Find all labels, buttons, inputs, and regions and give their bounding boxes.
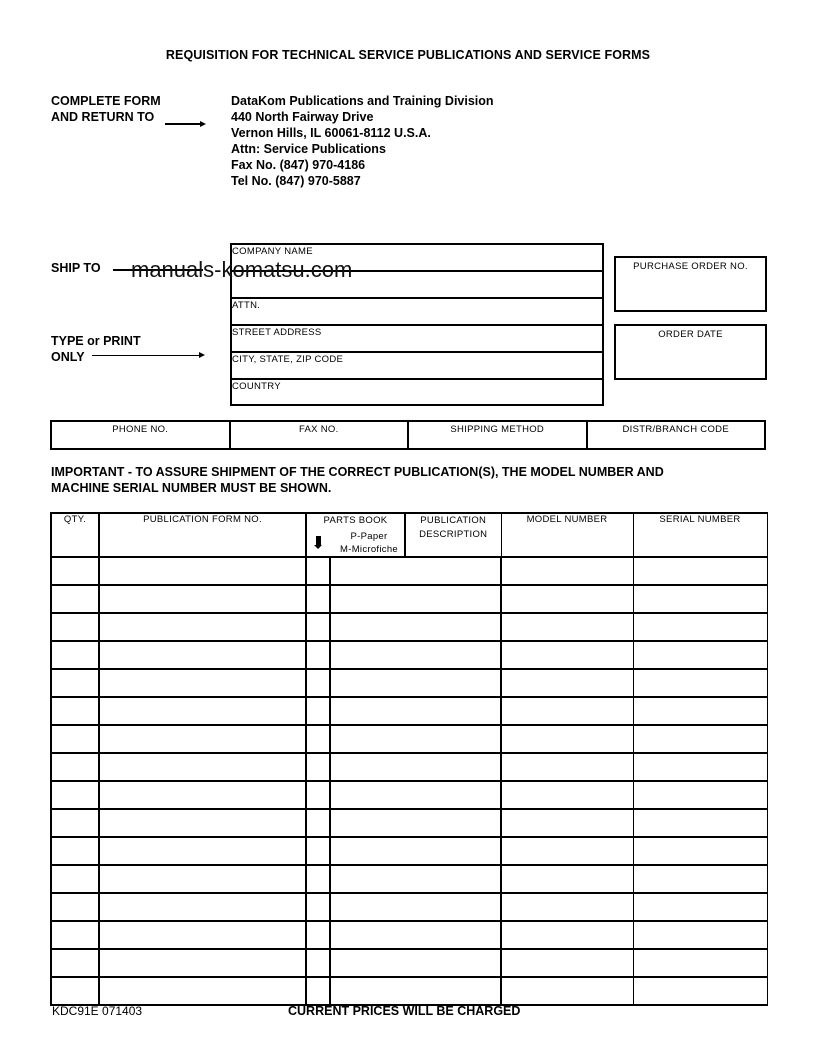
serial-number-cell[interactable]	[633, 557, 767, 585]
fax-field[interactable]: FAX NO.	[231, 422, 410, 448]
model-number-cell[interactable]	[501, 977, 633, 1005]
phone-field[interactable]: PHONE NO.	[52, 422, 231, 448]
serial-number-cell[interactable]	[633, 725, 767, 753]
description-cell[interactable]	[330, 753, 501, 781]
table-row	[51, 697, 767, 725]
serial-number-cell[interactable]	[633, 837, 767, 865]
form-no-cell[interactable]	[99, 865, 306, 893]
description-cell[interactable]	[330, 921, 501, 949]
qty-cell[interactable]	[51, 585, 99, 613]
parts-book-type-cell[interactable]	[306, 697, 330, 725]
serial-number-cell[interactable]	[633, 809, 767, 837]
form-no-header: PUBLICATION FORM NO.	[99, 513, 306, 557]
qty-cell[interactable]	[51, 865, 99, 893]
description-header: PUBLICATION DESCRIPTION	[405, 513, 501, 557]
return-arrow-head-icon	[200, 121, 206, 127]
city-state-zip-field[interactable]	[232, 353, 602, 380]
order-date-label: ORDER DATE	[658, 329, 723, 340]
model-number-header: MODEL NUMBER	[501, 513, 633, 557]
form-no-cell[interactable]	[99, 781, 306, 809]
city-state-zip-label: CITY, STATE, ZIP CODE	[232, 354, 344, 365]
attn-field[interactable]	[232, 299, 602, 326]
serial-number-cell[interactable]	[633, 921, 767, 949]
serial-number-cell[interactable]	[633, 781, 767, 809]
form-no-cell[interactable]	[99, 613, 306, 641]
parts-book-type-cell[interactable]	[306, 557, 330, 585]
model-number-cell[interactable]	[501, 697, 633, 725]
qty-cell[interactable]	[51, 781, 99, 809]
table-row	[51, 949, 767, 977]
contact-info-row	[50, 420, 766, 450]
description-cell[interactable]	[330, 725, 501, 753]
address-line: Attn: Service Publications	[231, 142, 386, 156]
parts-book-type-cell[interactable]	[306, 949, 330, 977]
table-row	[51, 613, 767, 641]
parts-book-type-cell[interactable]	[306, 781, 330, 809]
model-number-cell[interactable]	[501, 809, 633, 837]
form-no-cell[interactable]	[99, 669, 306, 697]
table-row	[51, 809, 767, 837]
publications-table	[50, 512, 768, 1006]
form-no-cell[interactable]	[99, 753, 306, 781]
address-line: DataKom Publications and Training Division	[231, 94, 494, 108]
important-line2: MACHINE SERIAL NUMBER MUST BE SHOWN.	[51, 481, 332, 495]
form-no-cell[interactable]	[99, 837, 306, 865]
parts-book-type-cell[interactable]	[306, 865, 330, 893]
model-number-cell[interactable]	[501, 725, 633, 753]
purchase-order-label: PURCHASE ORDER NO.	[633, 261, 748, 272]
serial-number-cell[interactable]	[633, 585, 767, 613]
model-number-cell[interactable]	[501, 557, 633, 585]
parts-book-type-cell[interactable]	[306, 977, 330, 1005]
ship-to-label: SHIP TO	[51, 261, 101, 275]
qty-header: QTY.	[51, 513, 99, 557]
parts-book-type-cell[interactable]	[306, 893, 330, 921]
qty-cell[interactable]	[51, 725, 99, 753]
qty-cell[interactable]	[51, 921, 99, 949]
description-cell[interactable]	[330, 977, 501, 1005]
down-arrow-icon	[316, 536, 321, 545]
form-no-cell[interactable]	[99, 641, 306, 669]
model-number-cell[interactable]	[501, 669, 633, 697]
serial-number-cell[interactable]	[633, 977, 767, 1005]
description-cell[interactable]	[330, 641, 501, 669]
purchase-order-field[interactable]	[614, 256, 767, 312]
form-no-cell[interactable]	[99, 921, 306, 949]
serial-number-cell[interactable]	[633, 949, 767, 977]
parts-book-type-cell[interactable]	[306, 669, 330, 697]
table-row	[51, 669, 767, 697]
description-cell[interactable]	[330, 669, 501, 697]
serial-number-cell[interactable]	[633, 697, 767, 725]
return-label-line1: COMPLETE FORM	[51, 94, 161, 108]
qty-cell[interactable]	[51, 669, 99, 697]
form-no-cell[interactable]	[99, 949, 306, 977]
serial-number-cell[interactable]	[633, 613, 767, 641]
table-body	[51, 557, 767, 1005]
parts-book-header	[306, 513, 405, 557]
type-print-line1: TYPE or PRINT	[51, 334, 141, 348]
form-no-cell[interactable]	[99, 725, 306, 753]
model-number-cell[interactable]	[501, 893, 633, 921]
serial-number-cell[interactable]	[633, 669, 767, 697]
parts-book-type-cell[interactable]	[306, 613, 330, 641]
model-number-cell[interactable]	[501, 753, 633, 781]
model-number-cell[interactable]	[501, 921, 633, 949]
qty-cell[interactable]	[51, 697, 99, 725]
parts-book-type-cell[interactable]	[306, 921, 330, 949]
qty-cell[interactable]	[51, 753, 99, 781]
description-cell[interactable]	[330, 697, 501, 725]
model-number-cell[interactable]	[501, 781, 633, 809]
description-cell[interactable]	[330, 949, 501, 977]
table-row	[51, 893, 767, 921]
return-label-line2: AND RETURN TO	[51, 110, 155, 124]
description-cell[interactable]	[330, 613, 501, 641]
address-line: Tel No. (847) 970-5887	[231, 174, 361, 188]
description-cell[interactable]	[330, 837, 501, 865]
type-print-arrow-icon	[92, 355, 200, 356]
qty-cell[interactable]	[51, 557, 99, 585]
model-number-cell[interactable]	[501, 865, 633, 893]
return-address	[231, 93, 494, 189]
table-row	[51, 837, 767, 865]
important-notice	[51, 464, 664, 496]
address-line: Vernon Hills, IL 60061-8112 U.S.A.	[231, 126, 431, 140]
description-cell[interactable]	[330, 865, 501, 893]
form-no-cell[interactable]	[99, 809, 306, 837]
serial-number-cell[interactable]	[633, 641, 767, 669]
street-address-field[interactable]	[232, 326, 602, 353]
parts-book-title: PARTS BOOK	[323, 515, 388, 526]
parts-book-microfiche: M-Microfiche	[340, 544, 398, 555]
description-cell[interactable]	[330, 893, 501, 921]
table-row	[51, 753, 767, 781]
qty-cell[interactable]	[51, 949, 99, 977]
serial-number-cell[interactable]	[633, 865, 767, 893]
table-row	[51, 585, 767, 613]
table-row	[51, 641, 767, 669]
description-cell[interactable]	[330, 809, 501, 837]
parts-book-paper: P-Paper	[350, 531, 388, 542]
parts-book-type-cell[interactable]	[306, 837, 330, 865]
model-number-cell[interactable]	[501, 837, 633, 865]
form-no-cell[interactable]	[99, 977, 306, 1005]
serial-number-header: SERIAL NUMBER	[633, 513, 767, 557]
type-print-line2: ONLY	[51, 350, 85, 364]
type-print-label	[51, 333, 141, 365]
table-row	[51, 725, 767, 753]
form-no-cell[interactable]	[99, 893, 306, 921]
serial-number-cell[interactable]	[633, 893, 767, 921]
address-line: Fax No. (847) 970-4186	[231, 158, 366, 172]
qty-cell[interactable]	[51, 613, 99, 641]
pricing-note: CURRENT PRICES WILL BE CHARGED	[288, 1004, 521, 1018]
qty-cell[interactable]	[51, 837, 99, 865]
table-row	[51, 557, 767, 585]
parts-book-type-cell[interactable]	[306, 725, 330, 753]
qty-cell[interactable]	[51, 809, 99, 837]
serial-number-cell[interactable]	[633, 753, 767, 781]
parts-book-type-cell[interactable]	[306, 809, 330, 837]
important-line1: IMPORTANT - TO ASSURE SHIPMENT OF THE CORRECT PUBLICATION(S), THE MODEL NUMBER AND	[51, 465, 664, 479]
return-arrow-icon	[165, 123, 201, 125]
description-cell[interactable]	[330, 557, 501, 585]
street-address-label: STREET ADDRESS	[232, 327, 322, 338]
table-row	[51, 921, 767, 949]
qty-cell[interactable]	[51, 893, 99, 921]
order-date-field[interactable]	[614, 324, 767, 380]
shipping-method-field[interactable]: SHIPPING METHOD	[409, 422, 588, 448]
table-row	[51, 977, 767, 1005]
form-code: KDC91E 071403	[52, 1004, 143, 1018]
company-name-label: COMPANY NAME	[232, 246, 313, 257]
form-no-cell[interactable]	[99, 697, 306, 725]
table-header-row	[51, 513, 767, 557]
attn-label: ATTN.	[232, 300, 261, 311]
table-row	[51, 781, 767, 809]
form-title: REQUISITION FOR TECHNICAL SERVICE PUBLICATIONS AND SERVICE FORMS	[165, 48, 651, 62]
branch-code-field[interactable]: DISTR/BRANCH CODE	[622, 424, 729, 435]
model-number-cell[interactable]	[501, 585, 633, 613]
country-label: COUNTRY	[232, 381, 281, 392]
description-cell[interactable]	[330, 585, 501, 613]
parts-book-legend	[340, 530, 398, 556]
table-row	[51, 865, 767, 893]
qty-cell[interactable]	[51, 641, 99, 669]
return-label	[51, 93, 161, 125]
watermark: manuals-komatsu.com	[131, 257, 353, 282]
form-no-cell[interactable]	[99, 585, 306, 613]
model-number-cell[interactable]	[501, 641, 633, 669]
type-print-arrow-head-icon	[199, 352, 205, 358]
address-line: 440 North Fairway Drive	[231, 110, 374, 124]
parts-book-type-cell[interactable]	[306, 753, 330, 781]
parts-book-type-cell[interactable]	[306, 585, 330, 613]
model-number-cell[interactable]	[501, 949, 633, 977]
description-cell[interactable]	[330, 781, 501, 809]
country-field[interactable]	[232, 380, 602, 404]
model-number-cell[interactable]	[501, 613, 633, 641]
qty-cell[interactable]	[51, 977, 99, 1005]
form-no-cell[interactable]	[99, 557, 306, 585]
parts-book-type-cell[interactable]	[306, 641, 330, 669]
